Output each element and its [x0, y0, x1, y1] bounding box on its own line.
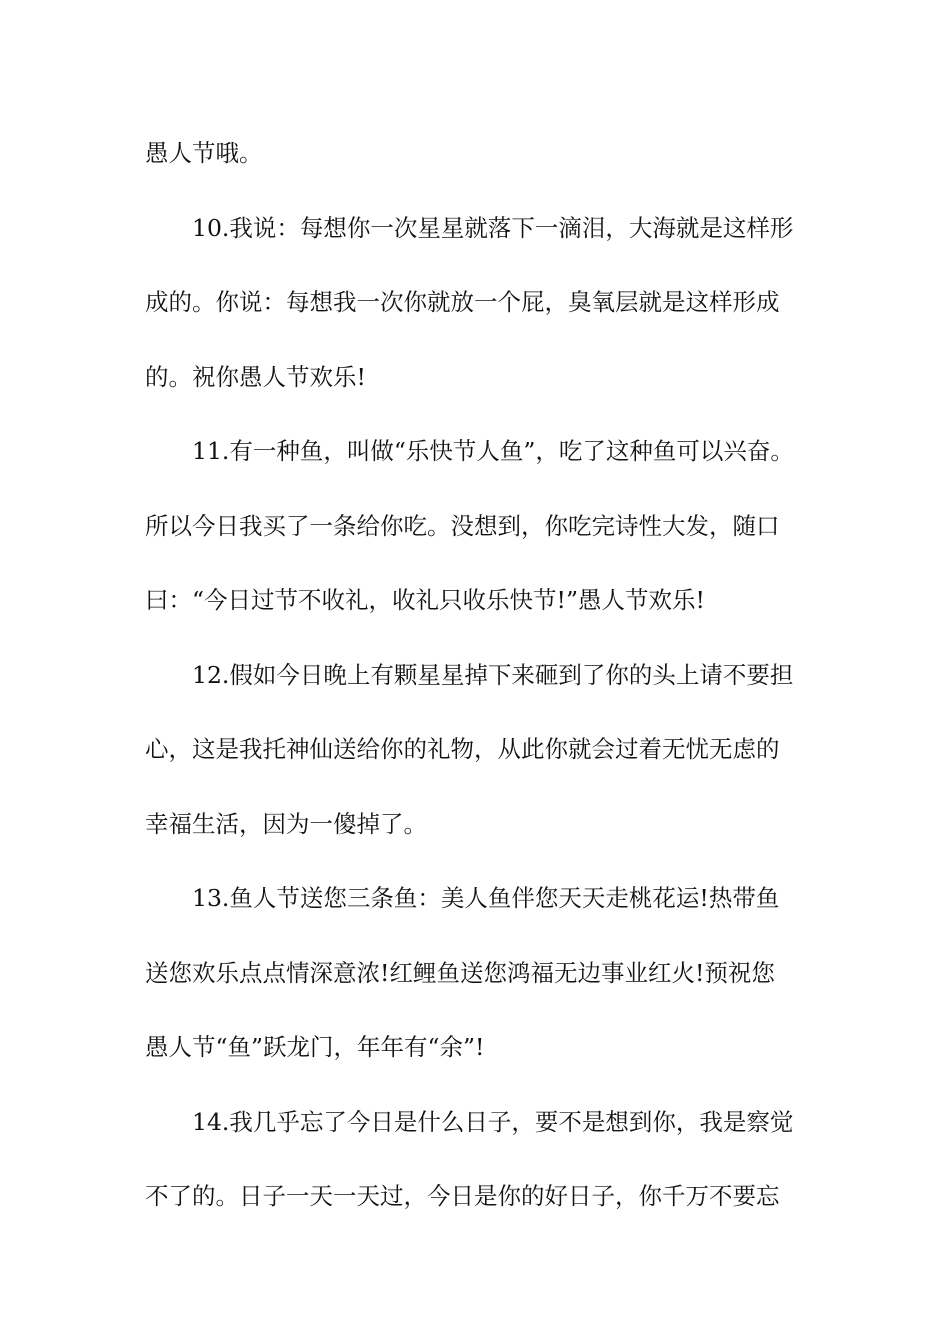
paragraph-11-line: 曰：“今日过节不收礼，收礼只收乐快节!”愚人节欢乐! — [145, 586, 705, 614]
paragraph-12-first-line: 12.假如今日晚上有颗星星掉下来砸到了你的头上请不要担 — [192, 660, 794, 689]
paragraph-10-line: 的。祝你愚人节欢乐! — [145, 362, 366, 391]
paragraph-10-first-line: 10.我说：每想你一次星星就落下一滴泪，大海就是这样形 — [192, 213, 794, 242]
paragraph-14-first-line: 14.我几乎忘了今日是什么日子，要不是想到你，我是察觉 — [192, 1107, 794, 1136]
paragraph-12-line: 幸福生活，因为一傻掉了。 — [145, 809, 427, 838]
paragraph-continuation-line: 愚人节哦。 — [145, 139, 263, 167]
paragraph-10-line: 成的。你说：每想我一次你就放一个屁，臭氧层就是这样形成 — [145, 288, 780, 316]
paragraph-14-line: 不了的。日子一天一天过，今日是你的好日子，你千万不要忘 — [145, 1182, 780, 1210]
paragraph-13-line: 送您欢乐点点情深意浓!红鲤鱼送您鸿福无边事业红火!预祝您 — [145, 958, 775, 987]
paragraph-12-line: 心，这是我托神仙送给你的礼物，从此你就会过着无忧无虑的 — [145, 735, 780, 763]
paragraph-11-line: 所以今日我买了一条给你吃。没想到，你吃完诗性大发，随口 — [145, 511, 780, 540]
paragraph-11-first-line: 11.有一种鱼，叫做“乐快节人鱼”，吃了这种鱼可以兴奋。 — [192, 437, 794, 465]
paragraph-13-line: 愚人节“鱼”跃龙门，年年有“余”! — [145, 1033, 485, 1061]
document-body — [145, 128, 810, 1246]
paragraph-13-first-line: 13.鱼人节送您三条鱼：美人鱼伴您天天走桃花运!热带鱼 — [192, 884, 780, 912]
